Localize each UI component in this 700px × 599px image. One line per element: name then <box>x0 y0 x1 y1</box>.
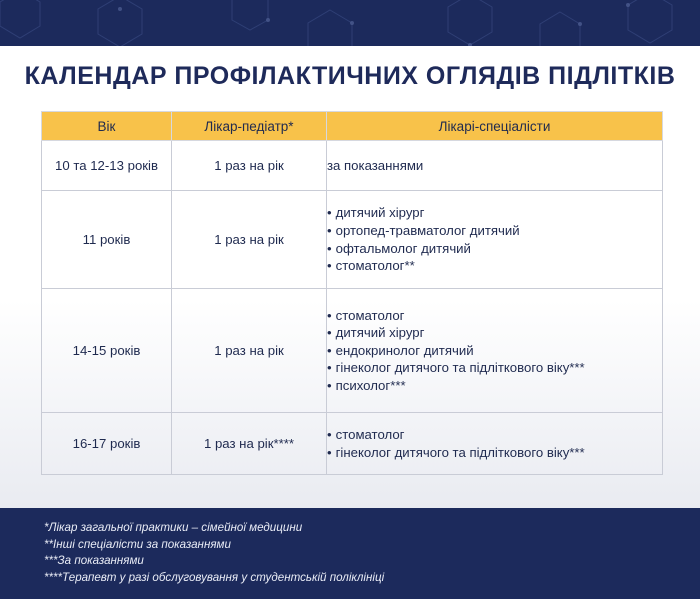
age-cell: 16-17 років <box>42 413 172 475</box>
column-header-age: Вік <box>42 112 172 141</box>
column-header-specialists: Лікарі-спеціалісти <box>327 112 663 141</box>
specialists-note: за показаннями <box>327 158 424 173</box>
list-item: • стоматолог <box>327 426 662 444</box>
table-row <box>42 289 663 413</box>
list-item: • ендокринолог дитячий <box>327 342 662 360</box>
footnote: ***За показаннями <box>44 554 144 567</box>
hexagon-pattern-decoration <box>0 0 700 46</box>
specialists-cell <box>327 413 663 475</box>
age-cell: 11 років <box>42 191 172 289</box>
top-banner <box>0 0 700 46</box>
specialists-list <box>327 426 662 461</box>
age-cell: 10 та 12-13 років <box>42 141 172 191</box>
list-item: • ортопед-травматолог дитячий <box>327 222 662 240</box>
list-item: • гінеколог дитячого та підліткового віку*** <box>327 359 662 377</box>
footnotes <box>44 520 384 586</box>
specialists-cell <box>327 141 663 191</box>
pediatrician-cell: 1 раз на рік**** <box>172 413 327 475</box>
table-row <box>42 413 663 475</box>
specialists-cell <box>327 289 663 413</box>
specialists-cell <box>327 191 663 289</box>
column-header-pediatrician: Лікар-педіатр* <box>172 112 327 141</box>
list-item: • стоматолог** <box>327 257 662 275</box>
footnote: **Інші спеціалісти за показаннями <box>44 537 231 551</box>
table-header-row <box>42 112 663 141</box>
specialists-list <box>327 204 662 274</box>
footnote: ****Терапевт у разі обслуговування у студентській поліклініці <box>44 570 385 584</box>
list-item: • дитячий хірург <box>327 204 662 222</box>
page-title: КАЛЕНДАР ПРОФІЛАКТИЧНИХ ОГЛЯДІВ ПІДЛІТКІВ <box>24 62 676 90</box>
exam-calendar-table <box>41 111 663 475</box>
list-item: • психолог*** <box>327 377 662 395</box>
pediatrician-cell: 1 раз на рік <box>172 191 327 289</box>
list-item: • дитячий хірург <box>327 324 662 342</box>
list-item: • стоматолог <box>327 307 662 325</box>
footnote: *Лікар загальної практики – сімейної медицини <box>44 521 303 534</box>
pediatrician-cell: 1 раз на рік <box>172 141 327 191</box>
list-item: • офтальмолог дитячий <box>327 240 662 258</box>
table-row <box>42 141 663 191</box>
age-cell: 14-15 років <box>42 289 172 413</box>
pediatrician-cell: 1 раз на рік <box>172 289 327 413</box>
specialists-list <box>327 307 662 395</box>
list-item: • гінеколог дитячого та підліткового віку*** <box>327 444 662 462</box>
table-row <box>42 191 663 289</box>
